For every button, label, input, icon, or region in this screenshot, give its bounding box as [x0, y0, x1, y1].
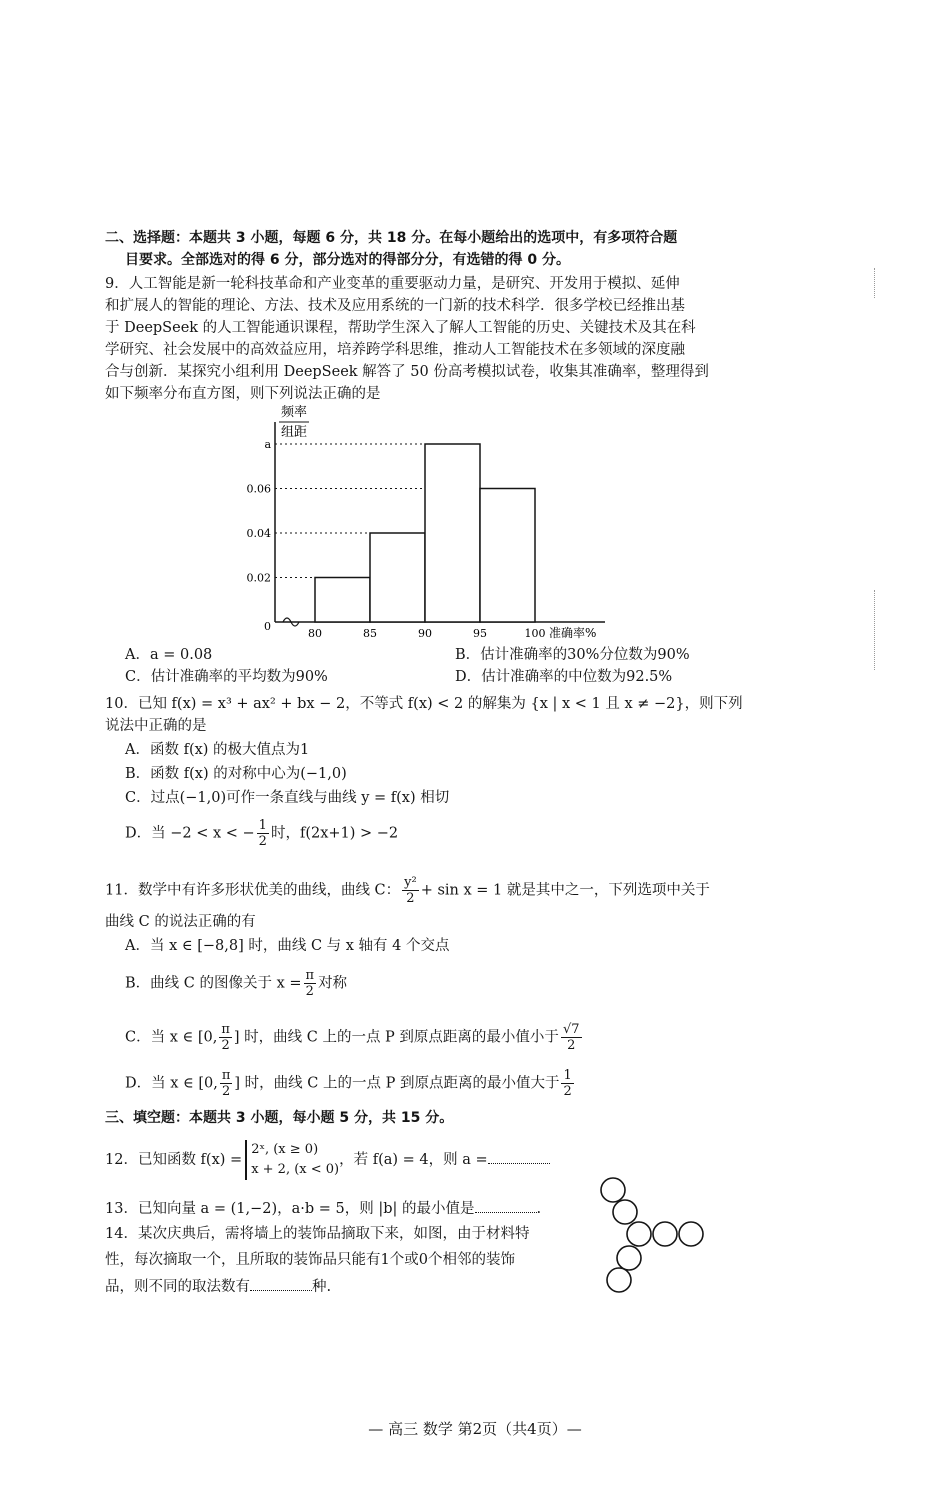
q10-line-2: 说法中正确的是 [105, 718, 207, 734]
q13-line: 13．已知向量 a = (1,−2)，a·b = 5，则 |b| 的最小值是 . [105, 1198, 541, 1219]
y-tick-label: 0 [264, 620, 271, 633]
decoration-circle [679, 1222, 703, 1246]
q10-option-d-fraction: $\frac{1}{2}$ [258, 818, 267, 849]
q14-answer-blank[interactable] [250, 1276, 312, 1291]
q10-line-1: 10．已知 f(x) = x³ + ax² + bx − 2，不等式 f(x) < 2 的解集为 {x | x < 1 且 x ≠ −2}，则下列 [105, 696, 743, 712]
q11-option-b-fraction: $\frac{\pi}{2}$ [305, 968, 315, 999]
section2-heading-line1: 二、选择题：本题共 3 小题，每题 6 分，共 18 分。在每小题给出的选项中，有多项符合题 [105, 230, 678, 246]
q13-answer-blank[interactable] [475, 1198, 537, 1213]
q9-line-3: 于 DeepSeek 的人工智能通识课程，帮助学生深入了解人工智能的历史、关键技术及其在科 [105, 320, 696, 336]
section3-heading: 三、填空题：本题共 3 小题，每小题 5 分，共 15 分。 [105, 1110, 454, 1126]
decoration-circle [601, 1178, 625, 1202]
q12-answer-blank[interactable] [488, 1149, 550, 1164]
histogram-bar [480, 489, 535, 623]
decoration-circle [607, 1268, 631, 1292]
q14-line-2: 性，每次摘取一个，且所取的装饰品只能有1个或0个相邻的装饰 [105, 1252, 515, 1268]
x-tick-label: 85 [363, 627, 377, 640]
histogram-bar [370, 533, 425, 622]
q9-option-c: C．估计准确率的平均数为90% [125, 669, 328, 685]
q11-option-d-fraction: $\frac{\pi}{2}$ [221, 1068, 231, 1099]
q9-line-2: 和扩展人的智能的理论、方法、技术及应用系统的一门新的技术科学．很多学校已经推出基 [105, 298, 685, 314]
q9-option-b: B．估计准确率的30%分位数为90% [455, 647, 690, 663]
q10-option-d-post: 时，f(2x+1) > −2 [270, 825, 399, 842]
x-axis-label: 准确率% [549, 626, 597, 640]
q10-option-c: C．过点(−1,0)可作一条直线与曲线 y = f(x) 相切 [125, 790, 450, 806]
q11-option-c-fraction-2: $\frac{√7}{2}$ [562, 1022, 580, 1053]
page-footer: — 高三 数学 第2页（共4页）— [368, 1420, 582, 1438]
q12-piecewise: 2ˣ, (x ≥ 0) x + 2, (x < 0) [245, 1140, 339, 1180]
q10-option-b: B．函数 f(x) 的对称中心为(−1,0) [125, 766, 347, 782]
scan-mark [874, 590, 877, 670]
x-tick-label: 90 [418, 627, 432, 640]
q10-option-d-pre: D．当 −2 < x < − [125, 825, 255, 842]
decoration-circle [627, 1222, 651, 1246]
decoration-circle [613, 1200, 637, 1224]
histogram-bar [315, 578, 370, 623]
q9-line-4: 学研究、社会发展中的高效益应用，培养跨学科思维，推动人工智能技术在多领域的深度融 [105, 342, 685, 358]
q10-option-d [125, 818, 398, 849]
q9-option-a: A．a = 0.08 [125, 647, 213, 663]
q11-option-a: A．当 x ∈ [−8,8] 时，曲线 C 与 x 轴有 4 个交点 [125, 938, 450, 954]
x-tick-label: 100 [524, 627, 546, 640]
y-tick-label: 0.04 [246, 527, 271, 540]
y-tick-label: a [264, 438, 271, 451]
section2-heading-line2: 目要求。全部选对的得 6 分，部分选对的得部分分，有选错的得 0 分。 [125, 252, 570, 268]
q11-curve-fraction: $\frac{\text{y²}}{2}$ [404, 875, 417, 906]
decoration-circles-figure [595, 1172, 715, 1300]
q9-line-6: 如下频率分布直方图，则下列说法正确的是 [105, 386, 381, 402]
q11-line-1: 11．数学中有许多形状优美的曲线，曲线 C： $\frac{\text{y²}}{2}$ + sin x = 1 就是其中之一，下列选项中关于 [105, 875, 710, 906]
q11-line-2: 曲线 C 的说法正确的有 [105, 914, 256, 930]
decoration-circle [653, 1222, 677, 1246]
q11-option-d: D．当 x ∈ [0, $\frac{\pi}{2}$ ] 时，曲线 C 上的一点 P 到原点距离的最小值大于 $\frac{1}{2}$ [125, 1068, 572, 1099]
x-tick-label: 80 [308, 627, 322, 640]
q11-option-c-fraction: $\frac{\pi}{2}$ [221, 1022, 230, 1053]
q11-option-c: C．当 x ∈ [0, $\frac{\pi}{2}$ ] 时，曲线 C 上的一点 P 到原点距离的最小值小于 $\frac{√7}{2}$ [125, 1022, 580, 1053]
histogram-bar [425, 444, 480, 622]
q9-line-5: 合与创新．某探究小组利用 DeepSeek 解答了 50 份高考模拟试卷，收集其准确率，整理得到 [105, 364, 709, 380]
q9-option-d: D．估计准确率的中位数为92.5% [455, 669, 673, 685]
q12-line: 12．已知函数 f(x) = 2ˣ, (x ≥ 0) x + 2, (x < 0) ，若 f(a) = 4，则 a = [105, 1140, 550, 1180]
q11-option-d-fraction-2: $\frac{1}{2}$ [563, 1068, 572, 1099]
x-tick-label: 95 [473, 627, 487, 640]
scan-mark [874, 268, 877, 298]
y-tick-label: 0.02 [246, 571, 271, 585]
y-tick-label: 0.06 [246, 482, 271, 496]
q9-line-1: 9．人工智能是新一轮科技革命和产业变革的重要驱动力量，是研究、开发用于模拟、延伸 [105, 276, 680, 292]
y-axis-label-top: 频率 [281, 405, 308, 420]
decoration-circle [617, 1246, 641, 1270]
frequency-histogram [235, 400, 635, 645]
q10-option-a: A．函数 f(x) 的极大值点为1 [125, 742, 310, 758]
y-axis-label-bottom: 组距 [281, 425, 308, 440]
q14-line-1: 14．某次庆典后，需将墙上的装饰品摘取下来，如图，由于材料特 [105, 1226, 530, 1242]
q11-option-b: B．曲线 C 的图像关于 x = $\frac{\pi}{2}$ 对称 [125, 968, 348, 999]
q14-line-3: 品，则不同的取法数有 种. [105, 1276, 331, 1297]
